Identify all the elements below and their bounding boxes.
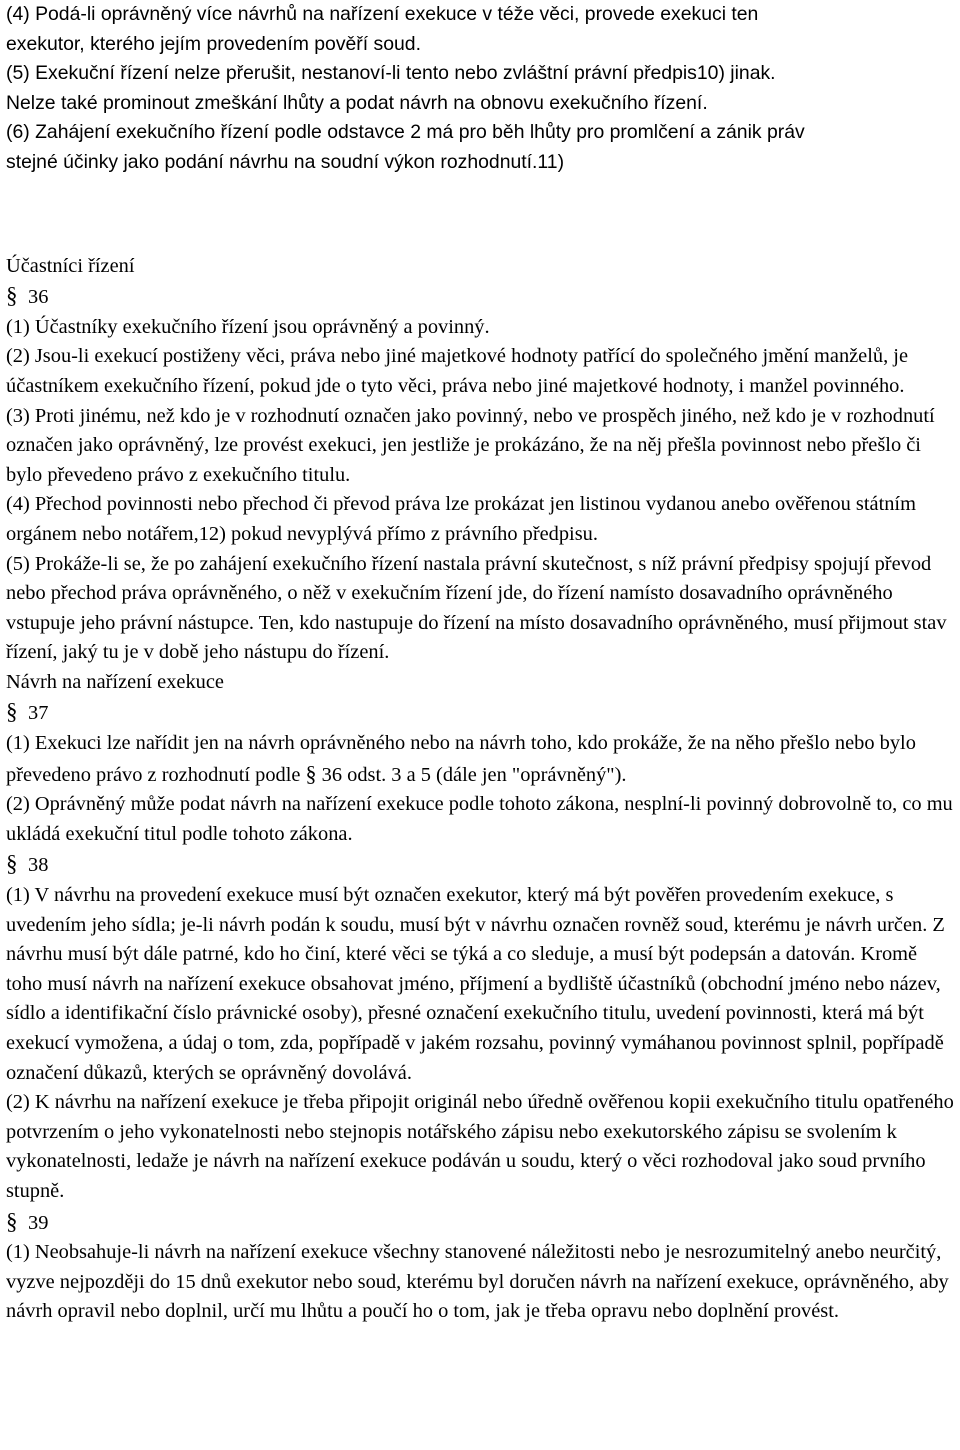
document-page — [6, 0, 956, 1327]
paragraph-sign: § — [6, 1208, 18, 1234]
section-number — [6, 281, 956, 313]
text-line: (6) Zahájení exekučního řízení podle odstavce 2 má pro běh lhůty pro promlčení a zánik práv — [6, 121, 805, 144]
paragraph-sign: § — [6, 283, 18, 309]
section-number — [6, 1207, 956, 1239]
section-number-value: 36 — [28, 286, 49, 309]
section-heading: Návrh na nařízení exekuce — [6, 670, 224, 693]
section-39 — [6, 1207, 956, 1327]
section-38 — [6, 849, 956, 1206]
paragraph: (1) V návrhu na provedení exekuce musí být označen exekutor, který má být pověřen provedením exekuce, s uvedením jeho sídla; je-li návrh podán k soudu, musí být v návrhu označen rovněž soud, kterému je návrh určen. Z návrhu musí být dále patrné, kdo ho činí, které věci se týká a co sleduje, a musí být podepsán a datován. Kromě toho musí návrh na nařízení exekuce obsahovat jméno, příjmení a bydliště účastníků (obchodní jméno nebo název, sídlo a identifikační číslo právnické osoby), přesné označení exekučního titulu, uvedení povinnosti, která má být exekucí vymožena, a údaj o tom, zda, popřípadě v jakém rozsahu, povinný vymáhanou povinnost splnil, popřípadě označení důkazů, kterých se oprávněný dovolává. — [6, 884, 945, 1084]
paragraph: (1) Neobsahuje-li návrh na nařízení exekuce všechny stanovené náležitosti nebo je nesrozumitelný anebo neurčitý, vyzve nejpozději do 15 dnů exekutor nebo soud, kterému byl doručen návrh na nařízení exekuce, oprávněného, aby návrh opravil nebo doplnil, určí mu lhůtu a poučí ho o tom, jak je třeba opravu nebo doplnění provést. — [6, 1241, 949, 1323]
paragraph: (1) Účastníky exekučního řízení jsou oprávněný a povinný. — [6, 315, 490, 338]
paragraph — [6, 729, 956, 790]
text-line: (4) Podá-li oprávněný více návrhů na nařízení exekuce v téže věci, provede exekuci ten — [6, 3, 759, 25]
text-line: (5) Exekuční řízení nelze přerušit, nestanoví-li tento nebo zvláštní právní předpis10) jinak. — [6, 62, 776, 85]
section-heading: Účastníci řízení — [6, 254, 135, 277]
paragraph-sign: § — [305, 760, 317, 786]
intro-section — [6, 0, 956, 178]
paragraph: (3) Proti jinému, než kdo je v rozhodnutí označen jako povinný, nebo ve prospěch jiného, než kdo je v rozhodnutí označen jako oprávněný, lze provést exekuci, jen jestliže je prokázáno, že na něj přešla povinnost nebo přešlo či bylo převedeno právo z exekučního titulu. — [6, 404, 935, 486]
paragraph: (2) Oprávněný může podat návrh na nařízení exekuce podle tohoto zákona, nesplní-li povinný dobrovolně to, co mu ukládá exekuční titul podle tohoto zákona. — [6, 793, 953, 845]
section-37 — [6, 668, 956, 850]
paragraph: (4) Přechod povinnosti nebo přechod či převod práva lze prokázat jen listinou vydanou anebo ověřenou státním orgánem nebo notářem,12) pokud nevyplývá přímo z právního předpisu. — [6, 493, 916, 545]
text-line: stejné účinky jako podání návrhu na soudní výkon rozhodnutí.11) — [6, 150, 565, 173]
section-gap — [6, 178, 956, 252]
section-36 — [6, 252, 956, 668]
text-line: exekutor, kterého jejím provedením pověří soud. — [6, 32, 421, 55]
paragraph: (5) Prokáže-li se, že po zahájení exekučního řízení nastala právní skutečnost, s níž právní předpisy spojují převod nebo přechod práva oprávněného, o něž v exekučním řízení jde, do řízení namísto dosavadního oprávněného vstupuje jeho právní nástupce. Ten, kdo nastupuje do řízení na místo dosavadního oprávněného, musí přijmout stav řízení, jaký tu je v době jeho nástupu do řízení. — [6, 552, 947, 664]
section-number — [6, 697, 956, 729]
section-number-value: 37 — [28, 702, 49, 725]
section-number-value: 38 — [28, 854, 49, 877]
paragraph-text: (1) Exekuci lze nařídit jen na návrh oprávněného nebo na návrh toho, kdo prokáže, že na něho přešlo nebo bylo převedeno právo z rozhodnutí podle — [6, 732, 916, 786]
paragraph: (2) K návrhu na nařízení exekuce je třeba připojit originál nebo úředně ověřenou kopii exekučního titulu opatřeného potvrzením o jeho vykonatelnosti nebo stejnopis notářského zápisu nebo exekutorského zápisu se svolením k vykonatelnosti, ledaže je návrh na nařízení exekuce podáván u soudu, který o věci rozhodoval jako soud prvního stupně. — [6, 1091, 954, 1202]
section-number-value: 39 — [28, 1211, 49, 1234]
paragraph-sign: § — [6, 851, 18, 877]
section-number — [6, 849, 956, 881]
paragraph-sign: § — [6, 699, 18, 725]
paragraph: (2) Jsou-li exekucí postiženy věci, práva nebo jiné majetkové hodnoty patřící do společného jmění manželů, je účastníkem exekučního řízení, pokud jde o tyto věci, práva nebo jiné majetkové hodnoty, i manžel povinného. — [6, 345, 909, 397]
paragraph-text: 36 odst. 3 a 5 (dále jen "oprávněný"). — [316, 763, 627, 786]
text-line: Nelze také prominout zmeškání lhůty a podat návrh na obnovu exekučního řízení. — [6, 91, 708, 114]
